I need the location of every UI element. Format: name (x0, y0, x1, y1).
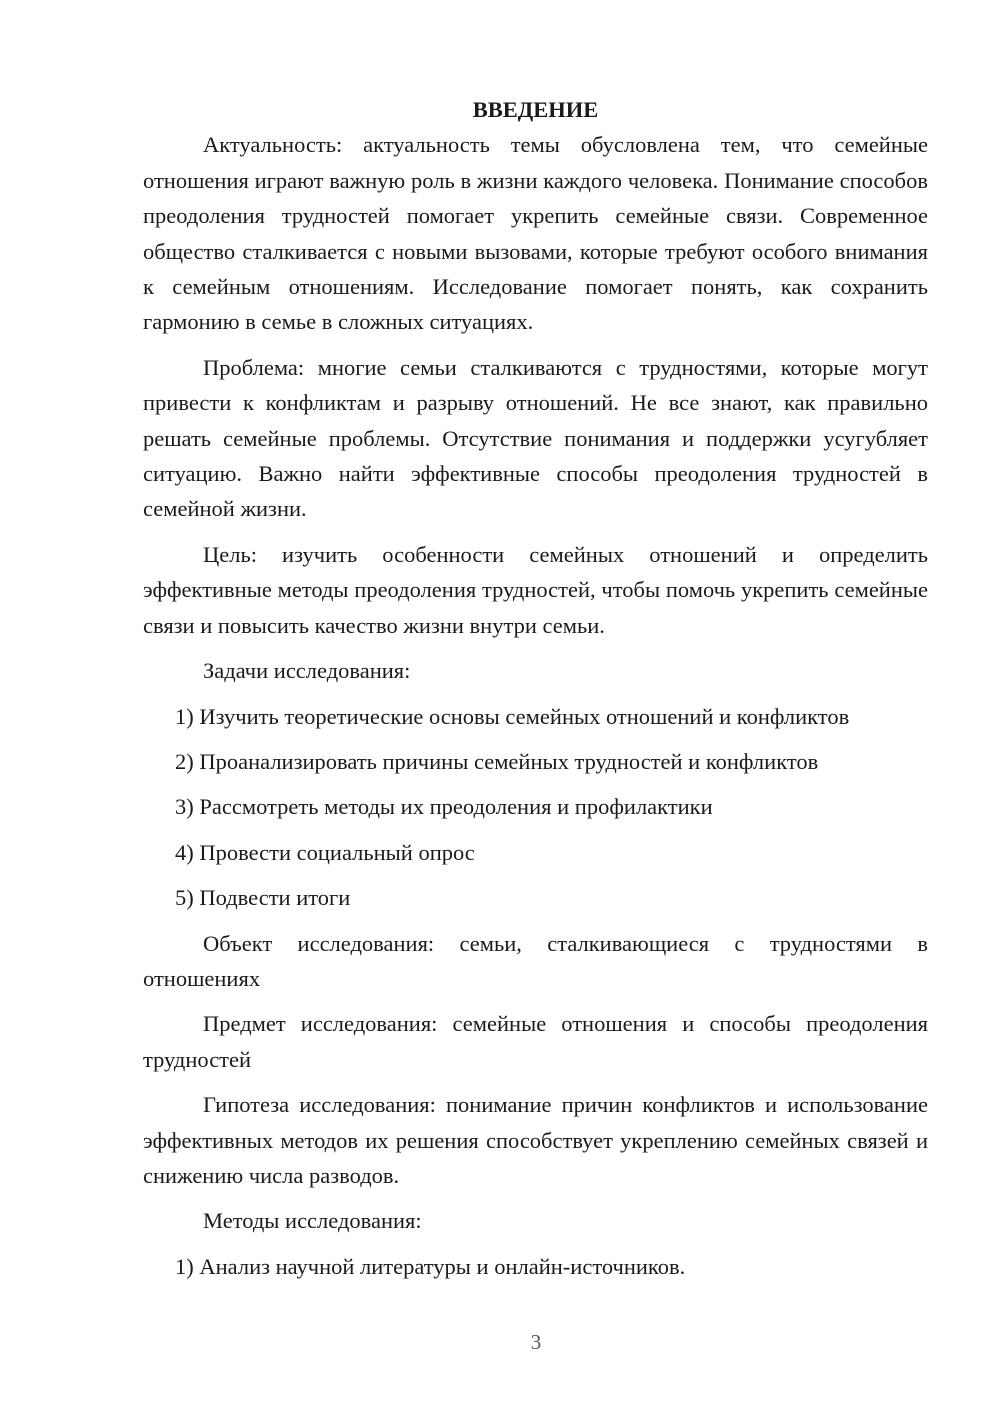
problem-paragraph: Проблема: многие семьи сталкиваются с трудностями, которые могут привести к конфликтам и разрыву отношений. Не все знают, как правильно решать семейные проблемы. Отсутствие понимания и поддержки усугубляет ситуацию. Важно найти эффективные способы преодоления трудностей в семейной жизни. (143, 354, 928, 522)
section-title: ВВЕДЕНИЕ (472, 97, 599, 122)
method-item: 1) Анализ научной литературы и онлайн-источников. (175, 1253, 686, 1279)
page-number: 3 (530, 1330, 542, 1354)
hypothesis-paragraph: Гипотеза исследования: понимание причин конфликтов и использование эффективных методов их решения способствует укреплению семейных связей и снижению числа разводов. (143, 1092, 928, 1188)
goal-paragraph: Цель: изучить особенности семейных отношений и определить эффективные методы преодоления трудностей, чтобы помочь укрепить семейные связи и повысить качество жизни внутри семьи. (143, 541, 928, 638)
relevance-paragraph: Актуальность: актуальность темы обусловлена тем, что семейные отношения играют важную роль в жизни каждого человека. Понимание способов преодоления трудностей помогает укрепить семейные связи. Современное общество сталкивается с новыми вызовами, которые требуют особого внимания к семейным отношениям. Исследование помогает понять, как сохранить гармонию в семье в сложных ситуациях. (143, 132, 928, 335)
task-item: 5) Подвести итоги (175, 885, 351, 911)
tasks-heading: Задачи исследования: (203, 658, 411, 684)
task-item: 3) Рассмотреть методы их преодоления и профилактики (175, 794, 713, 820)
task-item: 2) Проанализировать причины семейных трудностей и конфликтов (175, 748, 819, 774)
task-item: 1) Изучить теоретические основы семейных отношений и конфликтов (175, 703, 850, 729)
task-item: 4) Провести социальный опрос (175, 839, 475, 865)
object-paragraph: Объект исследования: семьи, сталкивающиеся с трудностями в отношениях (143, 930, 928, 991)
page-body (143, 92, 928, 1294)
subject-paragraph: Предмет исследования: семейные отношения и способы преодоления трудностей (143, 1011, 928, 1072)
methods-heading: Методы исследования: (203, 1208, 422, 1234)
